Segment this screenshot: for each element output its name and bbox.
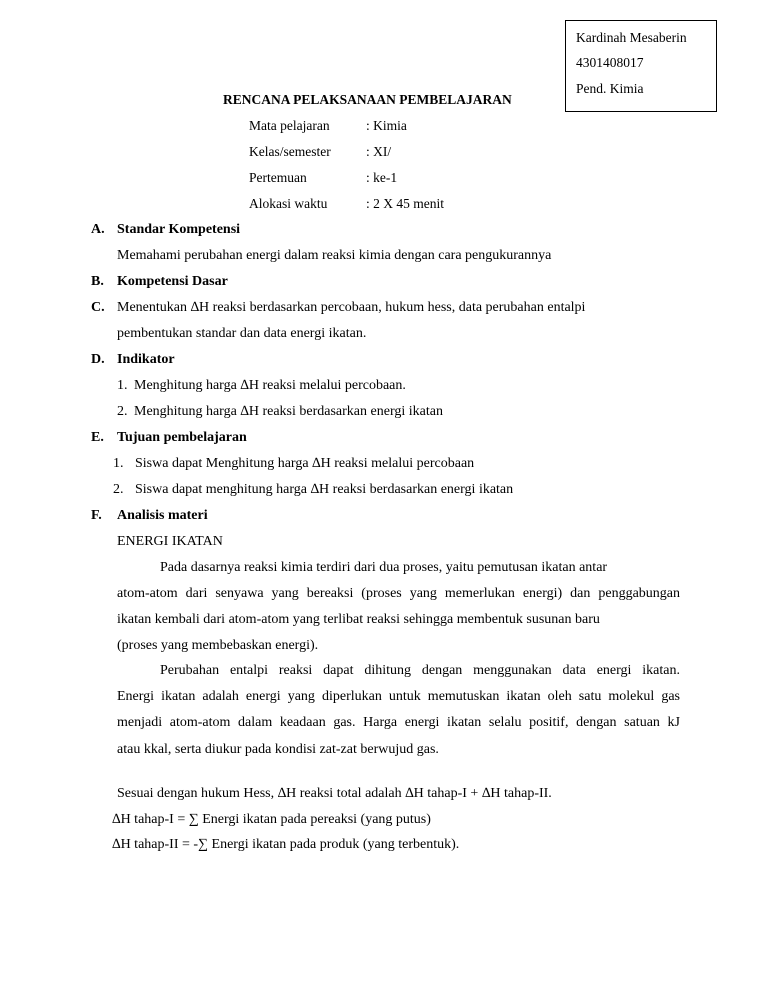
indicator-1-number: 1. [117, 378, 128, 393]
paragraph-2-line-2: Energi ikatan adalah energi yang diperlukan untuk memutuskan ikatan oleh satu molekul gas [117, 689, 680, 704]
info-value-class: : XI/ [366, 144, 392, 159]
info-value-subject: : Kimia [366, 118, 407, 133]
equation-stage-2: ∆H tahap-II = -∑ Energi ikatan pada produk (yang terbentuk). [112, 837, 460, 852]
section-f-subtitle: ENERGI IKATAN [117, 534, 223, 549]
paragraph-1-line-2: atom-atom dari senyawa yang bereaksi (proses yang memerlukan energi) dan penggabungan [117, 586, 680, 601]
equation-stage-1: ∆H tahap-I = ∑ Energi ikatan pada pereaksi (yang putus) [112, 812, 431, 827]
goal-2-number: 2. [113, 482, 124, 497]
section-c-line2: pembentukan standar dan data energi ikatan. [117, 326, 367, 341]
author-name: Kardinah Mesaberin [576, 30, 687, 45]
section-c-line1: Menentukan ∆H reaksi berdasarkan percobaan, hukum hess, data perubahan entalpi [117, 300, 586, 315]
section-d-title: Indikator [117, 352, 175, 367]
section-d-letter: D. [91, 352, 105, 367]
author-nim: 4301408017 [576, 55, 644, 70]
page-title: RENCANA PELAKSANAAN PEMBELAJARAN [223, 92, 512, 107]
paragraph-2-line-1: Perubahan entalpi reaksi dapat dihitung dengan menggunakan data energi ikatan. [160, 663, 680, 678]
indicator-2-text: Menghitung harga ∆H reaksi berdasarkan energi ikatan [134, 404, 443, 419]
info-label-meeting: Pertemuan [249, 170, 307, 185]
section-a-letter: A. [91, 222, 105, 237]
goal-2-text: Siswa dapat menghitung harga ∆H reaksi berdasarkan energi ikatan [135, 482, 514, 497]
author-box [565, 20, 717, 112]
info-value-meeting: : ke-1 [366, 170, 398, 185]
section-a-title: Standar Kompetensi [117, 222, 241, 237]
info-value-time: : 2 X 45 menit [366, 196, 444, 211]
paragraph-2-line-3: menjadi atom-atom dalam keadaan gas. Harga energi ikatan selalu positif, dengan satuan kJ [117, 715, 680, 730]
paragraph-2-line-4: atau kkal, serta diukur pada kondisi zat-zat berwujud gas. [117, 742, 439, 757]
section-a-text: Memahami perubahan energi dalam reaksi kimia dengan cara pengukurannya [117, 248, 552, 263]
section-f-title: Analisis materi [117, 508, 208, 523]
info-label-subject: Mata pelajaran [249, 118, 330, 133]
info-label-class: Kelas/semester [249, 144, 331, 159]
indicator-2-number: 2. [117, 404, 128, 419]
info-label-time: Alokasi waktu [249, 196, 328, 211]
section-e-letter: E. [91, 430, 104, 445]
author-program: Pend. Kimia [576, 81, 644, 96]
section-b-title: Kompetensi Dasar [117, 274, 228, 289]
section-f-letter: F. [91, 508, 102, 523]
paragraph-1-line-4: (proses yang membebaskan energi). [117, 638, 319, 653]
section-b-letter: B. [91, 274, 104, 289]
indicator-1-text: Menghitung harga ∆H reaksi melalui percobaan. [134, 378, 406, 393]
goal-1-text: Siswa dapat Menghitung harga ∆H reaksi melalui percobaan [135, 456, 475, 471]
goal-1-number: 1. [113, 456, 124, 471]
section-c-letter: C. [91, 300, 105, 315]
section-e-title: Tujuan pembelajaran [117, 430, 247, 445]
paragraph-1-line-3: ikatan kembali dari atom-atom yang terlibat reaksi sehingga membentuk susunan baru [117, 612, 600, 627]
hess-law-statement: Sesuai dengan hukum Hess, ∆H reaksi total adalah ∆H tahap-I + ∆H tahap-II. [117, 786, 552, 801]
paragraph-1-line-1: Pada dasarnya reaksi kimia terdiri dari dua proses, yaitu pemutusan ikatan antar [160, 560, 608, 575]
